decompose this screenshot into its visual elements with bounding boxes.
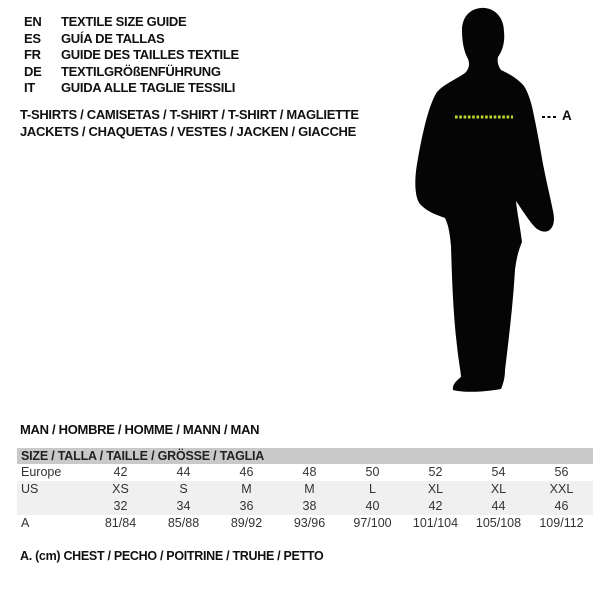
table-cell: 42 [428, 499, 443, 513]
table-cell: 46 [239, 465, 254, 479]
man-silhouette-figure [403, 4, 563, 392]
table-row-chest-a [17, 515, 593, 532]
language-list [24, 14, 239, 97]
language-row [24, 47, 239, 64]
table-cell: 54 [491, 465, 506, 479]
language-row [24, 80, 239, 97]
table-cell: 38 [302, 499, 317, 513]
table-cell: 56 [554, 465, 569, 479]
language-title: GUÍA DE TALLAS [61, 30, 165, 46]
table-cell: XL [427, 482, 444, 496]
table-cell: 85/88 [167, 516, 200, 530]
table-row-us [17, 481, 593, 498]
table-cell: 93/96 [293, 516, 326, 530]
language-title: TEXTILE SIZE GUIDE [61, 14, 187, 29]
language-title: GUIDE DES TAILLES TEXTILE [61, 47, 239, 62]
category-line-jackets: JACKETS / CHAQUETAS / VESTES / JACKEN / GIACCHE [20, 124, 356, 139]
table-cell: 97/100 [353, 516, 392, 530]
table-cell: 50 [365, 465, 380, 479]
table-cell: 109/112 [539, 516, 584, 530]
language-code: IT [24, 80, 35, 95]
row-label: US [21, 482, 39, 496]
table-cell: M [241, 482, 252, 496]
table-cell: 44 [491, 499, 506, 513]
measure-label-a: A [562, 108, 572, 123]
table-cell: 32 [113, 499, 128, 513]
table-cell: 42 [113, 465, 128, 479]
language-code: EN [24, 14, 42, 29]
table-cell: 44 [176, 465, 191, 479]
table-cell: S [179, 482, 188, 496]
row-label: Europe [21, 465, 62, 479]
table-cell: 52 [428, 465, 443, 479]
row-label: A [21, 516, 30, 530]
table-cell: XXL [549, 482, 574, 496]
table-cell: XL [490, 482, 507, 496]
language-title: GUIDA ALLE TAGLIE TESSILI [61, 80, 236, 95]
table-cell: XS [112, 482, 129, 496]
table-cell: 101/104 [412, 516, 459, 530]
language-row [24, 14, 239, 31]
table-cell: 105/108 [475, 516, 522, 530]
section-title-man: MAN / HOMBRE / HOMME / MANN / MAN [20, 422, 260, 437]
table-row-europe [17, 464, 593, 481]
footnote-chest-measure: A. (cm) CHEST / PECHO / POITRINE / TRUHE / PETTO [20, 549, 324, 563]
man-silhouette-svg [403, 4, 563, 392]
size-table [17, 448, 593, 532]
table-cell: L [369, 482, 376, 496]
language-row [24, 64, 239, 81]
table-row-numeric [17, 498, 593, 515]
table-cell: 40 [365, 499, 380, 513]
table-cell: 48 [302, 465, 317, 479]
language-code: DE [24, 63, 42, 79]
table-cell: 81/84 [104, 516, 137, 530]
language-code: FR [24, 47, 41, 62]
table-cell: M [304, 482, 315, 496]
size-table-header: SIZE / TALLA / TAILLE / GRÖSSE / TAGLIA [17, 448, 593, 464]
language-title: TEXTILGRÖßENFÜHRUNG [61, 63, 221, 79]
table-cell: 36 [239, 499, 254, 513]
table-cell: 34 [176, 499, 191, 513]
row-label [17, 498, 89, 515]
man-silhouette-path [415, 8, 554, 392]
table-cell: 46 [554, 499, 569, 513]
language-row [24, 31, 239, 48]
table-cell: 89/92 [230, 516, 263, 530]
category-line-tshirts: T-SHIRTS / CAMISETAS / T-SHIRT / T-SHIRT / MAGLIETTE [20, 107, 359, 122]
category-list [20, 106, 359, 140]
language-code: ES [24, 30, 41, 46]
